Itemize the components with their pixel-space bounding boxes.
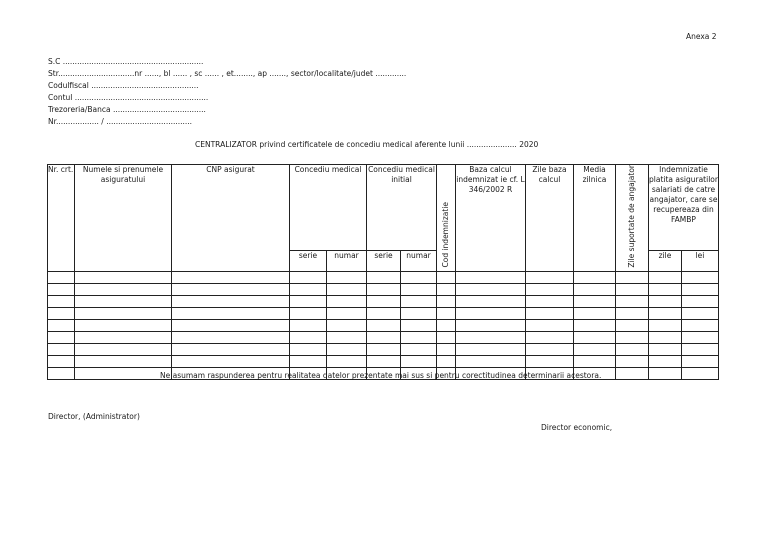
table-cell <box>367 307 401 319</box>
table-cell <box>401 295 437 307</box>
table-cell <box>649 307 682 319</box>
table-cell <box>682 271 719 283</box>
table-cell <box>75 283 172 295</box>
table-cell <box>367 355 401 367</box>
table-cell <box>172 295 290 307</box>
table-cell <box>290 295 327 307</box>
table-cell <box>290 331 327 343</box>
table-cell <box>172 307 290 319</box>
header-nr-crt: Nr. crt. <box>48 165 75 272</box>
table-cell <box>574 355 616 367</box>
table-cell <box>456 307 526 319</box>
table-cell <box>526 343 574 355</box>
subheader-zile: zile <box>649 251 682 271</box>
table-cell <box>290 271 327 283</box>
table-cell <box>290 283 327 295</box>
table-cell <box>682 307 719 319</box>
table-cell <box>682 319 719 331</box>
cod-indemnizatie-label: Cod indemnizatie <box>441 202 450 268</box>
table-cell <box>574 331 616 343</box>
subheader-lei: lei <box>682 251 719 271</box>
table-cell <box>75 307 172 319</box>
table-cell <box>616 319 649 331</box>
table-cell <box>682 355 719 367</box>
table-cell <box>75 331 172 343</box>
header-cod-indemnizatie <box>437 165 456 272</box>
table-cell <box>48 271 75 283</box>
table-cell <box>437 319 456 331</box>
table-cell <box>290 355 327 367</box>
table-cell <box>172 319 290 331</box>
table-cell <box>574 283 616 295</box>
table-cell <box>327 307 367 319</box>
table-cell <box>526 331 574 343</box>
table-cell <box>172 355 290 367</box>
table-row <box>48 319 719 331</box>
table-cell <box>75 367 172 379</box>
table-cell <box>367 295 401 307</box>
table-cell <box>649 271 682 283</box>
table-cell <box>616 283 649 295</box>
table-cell <box>401 343 437 355</box>
table-cell <box>456 295 526 307</box>
zile-suportate-label: Zile suportate de angajator <box>627 165 636 268</box>
table-cell <box>574 271 616 283</box>
bank-field: Trezoreria/Banca ....................................... <box>48 105 206 114</box>
table-row <box>48 283 719 295</box>
table-cell <box>48 355 75 367</box>
company-field: S.C ........................................................... <box>48 57 204 66</box>
table-cell <box>456 331 526 343</box>
table-cell <box>367 319 401 331</box>
header-media-zilnica: Media zilnica <box>574 165 616 272</box>
table-cell <box>367 283 401 295</box>
table-cell <box>75 271 172 283</box>
table-cell <box>327 343 367 355</box>
header-indemnizatie: Indemnizatie platita asiguratilor salariati de catre angajator, care se recupereaza din FAMBP <box>649 165 719 251</box>
table-cell <box>616 331 649 343</box>
header-name: Numele si prenumele asiguratului <box>75 165 172 272</box>
table-cell <box>437 307 456 319</box>
header-zile-suportate <box>616 165 649 272</box>
table-cell <box>437 271 456 283</box>
table-cell <box>327 355 367 367</box>
header-concediu-medical-initial: Concediu medical initial <box>367 165 437 251</box>
table-cell <box>526 307 574 319</box>
table-row <box>48 307 719 319</box>
table-cell <box>616 295 649 307</box>
table-cell <box>574 319 616 331</box>
fiscal-code-field: Codulfiscal ............................................. <box>48 81 199 90</box>
table-cell <box>616 307 649 319</box>
table-cell <box>75 355 172 367</box>
table-cell <box>616 271 649 283</box>
subheader-serie-initial: serie <box>367 251 401 271</box>
annex-label: Anexa 2 <box>686 32 717 41</box>
table-cell <box>48 343 75 355</box>
table-cell <box>526 319 574 331</box>
table-cell <box>290 307 327 319</box>
table-cell <box>437 355 456 367</box>
disclaimer-text: Ne asumam raspunderea pentru realitatea datelor prezentate mai sus si pentru corectitudinea determinarii acestora. <box>160 371 602 380</box>
header-cnp: CNP asigurat <box>172 165 290 272</box>
subheader-serie: serie <box>290 251 327 271</box>
table-cell <box>456 343 526 355</box>
table-cell <box>48 295 75 307</box>
table-cell <box>456 319 526 331</box>
table-cell <box>327 319 367 331</box>
director-signature-label: Director, (Administrator) <box>48 412 140 421</box>
subheader-numar: numar <box>327 251 367 271</box>
header-zile-baza-calcul: Zile baza calcul <box>526 165 574 272</box>
table-cell <box>327 331 367 343</box>
table-cell <box>526 295 574 307</box>
header-row <box>48 165 719 251</box>
table-cell <box>649 367 682 379</box>
header-baza-calcul: Baza calcul indemnizat ie cf. L 346/2002 R <box>456 165 526 272</box>
table-cell <box>401 283 437 295</box>
table-cell <box>437 331 456 343</box>
table-cell <box>574 343 616 355</box>
table-cell <box>616 367 649 379</box>
table-row <box>48 343 719 355</box>
table-row <box>48 271 719 283</box>
table-cell <box>172 343 290 355</box>
table-cell <box>649 343 682 355</box>
table-cell <box>456 271 526 283</box>
table-cell <box>48 283 75 295</box>
table-cell <box>682 367 719 379</box>
document-title: CENTRALIZATOR privind certificatele de concediu medical aferente lunii ..................... 2020 <box>195 140 539 149</box>
table-cell <box>649 331 682 343</box>
table-cell <box>574 307 616 319</box>
table-cell <box>437 295 456 307</box>
number-field: Nr.................. / .................................... <box>48 117 193 126</box>
table-cell <box>48 307 75 319</box>
table-cell <box>48 331 75 343</box>
table-row <box>48 295 719 307</box>
table-cell <box>172 283 290 295</box>
centralizer-table <box>47 164 719 380</box>
table-cell <box>401 271 437 283</box>
table-cell <box>48 319 75 331</box>
table-cell <box>290 319 327 331</box>
table-cell <box>327 295 367 307</box>
table-cell <box>401 331 437 343</box>
table-cell <box>649 319 682 331</box>
table-cell <box>526 355 574 367</box>
table-cell <box>172 271 290 283</box>
table-cell <box>367 271 401 283</box>
table-cell <box>75 319 172 331</box>
account-field: Contul ........................................................ <box>48 93 209 102</box>
table-cell <box>574 295 616 307</box>
table-cell <box>367 343 401 355</box>
table-cell <box>327 271 367 283</box>
economic-director-signature-label: Director economic, <box>541 423 613 432</box>
table-cell <box>367 331 401 343</box>
header-concediu-medical: Concediu medical <box>290 165 367 251</box>
table-cell <box>616 343 649 355</box>
table-cell <box>682 343 719 355</box>
table-cell <box>401 319 437 331</box>
table-cell <box>682 283 719 295</box>
table-cell <box>682 295 719 307</box>
table-cell <box>327 283 367 295</box>
table-cell <box>526 271 574 283</box>
address-field: Str................................nr ......, bl ...... , sc ...... , et........, ap ......., sector/localitate/judet ............. <box>48 69 407 78</box>
table-cell <box>401 355 437 367</box>
table-cell <box>401 307 437 319</box>
table-cell <box>682 331 719 343</box>
table-cell <box>616 355 649 367</box>
table-cell <box>456 283 526 295</box>
table-cell <box>172 331 290 343</box>
table-cell <box>437 343 456 355</box>
subheader-numar-initial: numar <box>401 251 437 271</box>
table-cell <box>456 355 526 367</box>
table-cell <box>75 343 172 355</box>
table-cell <box>526 283 574 295</box>
table-cell <box>290 343 327 355</box>
table-row <box>48 355 719 367</box>
table-cell <box>75 295 172 307</box>
table-row <box>48 331 719 343</box>
table-cell <box>48 367 75 379</box>
table-cell <box>437 283 456 295</box>
table-cell <box>649 295 682 307</box>
table-cell <box>649 355 682 367</box>
table-cell <box>649 283 682 295</box>
